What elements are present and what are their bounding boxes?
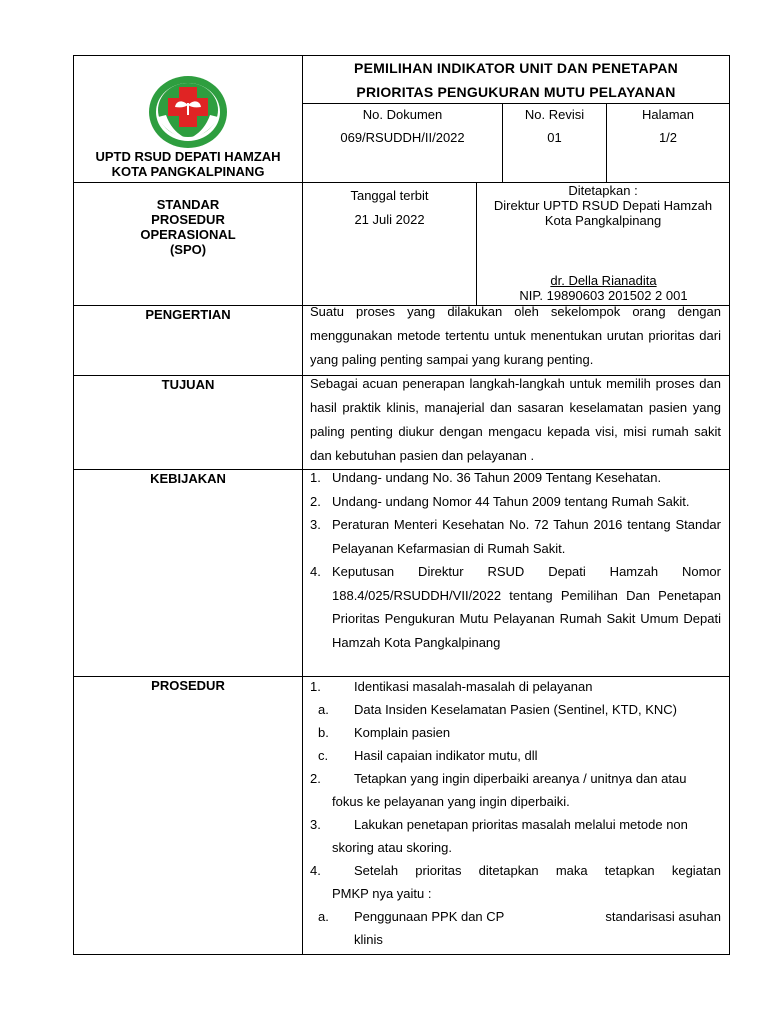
tujuan-text: Sebagai acuan penerapan langkah-langkah untuk memilih proses dan hasil praktik klinis, manajerial dan sasaran keselamatan pasien yang paling penting diukur dengan mengacu kepada visi, misi rumah sakit dan kebutuhan pasien dan pelayanan . [310,376,721,463]
approval-title: Ditetapkan : Direktur UPTD RSUD Depati Hamzah Kota Pangkalpinang [493,183,713,228]
tujuan-text-cell [303,375,730,469]
prosedur-sub-item: c. Hasil capaian indikator mutu, dll [318,748,538,763]
prosedur-label-cell [73,676,303,955]
kebijakan-label-cell [73,469,303,676]
prosedur-step: 1. Identikasi masalah-masalah di pelayanan [310,679,593,694]
prosedur-sub-item: b. Komplain pasien [318,725,451,740]
page-label: Halaman [641,107,695,122]
document-title: PEMILIHAN INDIKATOR UNIT DAN PENETAPAN PRIORITAS PENGUKURAN MUTU PELAYANAN [354,60,678,100]
prosedur-step-continuation: fokus ke pelayanan yang ingin diperbaiki. [332,794,570,809]
prosedur-step-continuation: skoring atau skoring. [332,840,452,855]
signatory-nip: NIP. 19890603 201502 2 001 [519,288,688,303]
kebijakan-label: KEBIJAKAN [150,471,226,486]
page-cell [607,104,730,182]
tujuan-label-cell [73,375,303,469]
revision-label: No. Revisi [524,107,585,122]
tujuan-label: TUJUAN [161,377,215,392]
pengertian-text-cell [303,305,730,375]
kebijakan-item: 1. Undang- undang No. 36 Tahun 2009 Tentang Kesehatan. [310,470,662,485]
doc-number-value: 069/RSUDDH/II/2022 [340,130,465,145]
prosedur-sub-text-right: standarisasi asuhan [605,909,721,924]
hospital-logo-icon [148,75,228,150]
prosedur-step: 2. Tetapkan yang ingin diperbaiki areanya / unitnya dan atau [310,771,687,786]
pengertian-label-cell [73,305,303,375]
prosedur-sub-item: a. Penggunaan PPK dan CP standarisasi asuhan [310,905,721,928]
signatory-block [477,273,730,303]
signatory-name: dr. Della Rianadita [550,273,657,288]
pengertian-text: Suatu proses yang dilakukan oleh sekelompok orang dengan menggunakan metode tertentu untuk menentukan urutan prioritas dari yang paling penting sampai yang kurang penting. [310,304,721,367]
page-value: 1/2 [658,130,678,145]
prosedur-sub-text-left: Penggunaan PPK dan CP [354,909,505,924]
pengertian-label: PENGERTIAN [145,307,231,322]
institution-name: UPTD RSUD DEPATI HAMZAH KOTA PANGKALPINANG [95,149,281,179]
prosedur-sub-item: a. Data Insiden Keselamatan Pasien (Sentinel, KTD, KNC) [318,702,677,717]
prosedur-step: 3. Lakukan penetapan prioritas masalah melalui metode non [310,817,688,832]
prosedur-step-continuation: PMKP nya yaitu : [332,886,432,901]
doc-number-cell [303,104,503,182]
kebijakan-item: 4. Keputusan Direktur RSUD Depati Hamzah Nomor 188.4/025/RSUDDH/VII/2022 tentang Pemilihan Dan Penetapan Prioritas Pengukuran Mutu Pelayanan Rumah Sakit Umum Depati Hamzah Kota Pangkalpinang [310,564,721,650]
kebijakan-item: 3. Peraturan Menteri Kesehatan No. 72 Tahun 2016 tentang Standar Pelayanan Kefarmasian di Rumah Sakit. [310,517,721,556]
document-title-cell [303,55,730,104]
issue-date-value: 21 Juli 2022 [354,212,425,227]
prosedur-step: 4. Setelah prioritas ditetapkan maka tetapkan kegiatan [310,863,721,878]
approval-cell [477,182,730,305]
doc-number-label: No. Dokumen [362,107,443,122]
kebijakan-text-cell [303,469,730,676]
spo-label: STANDAR PROSEDUR OPERASIONAL (SPO) [140,197,236,257]
kebijakan-item: 2. Undang- undang Nomor 44 Tahun 2009 tentang Rumah Sakit. [310,493,690,509]
spo-cell [73,182,303,305]
revision-cell [503,104,607,182]
revision-value: 01 [547,130,562,145]
prosedur-sub-continuation: klinis [354,932,383,947]
issue-date-cell [303,182,477,305]
issue-date-label: Tanggal terbit [350,188,429,203]
prosedur-text-cell [303,676,730,955]
prosedur-label: PROSEDUR [151,678,225,693]
